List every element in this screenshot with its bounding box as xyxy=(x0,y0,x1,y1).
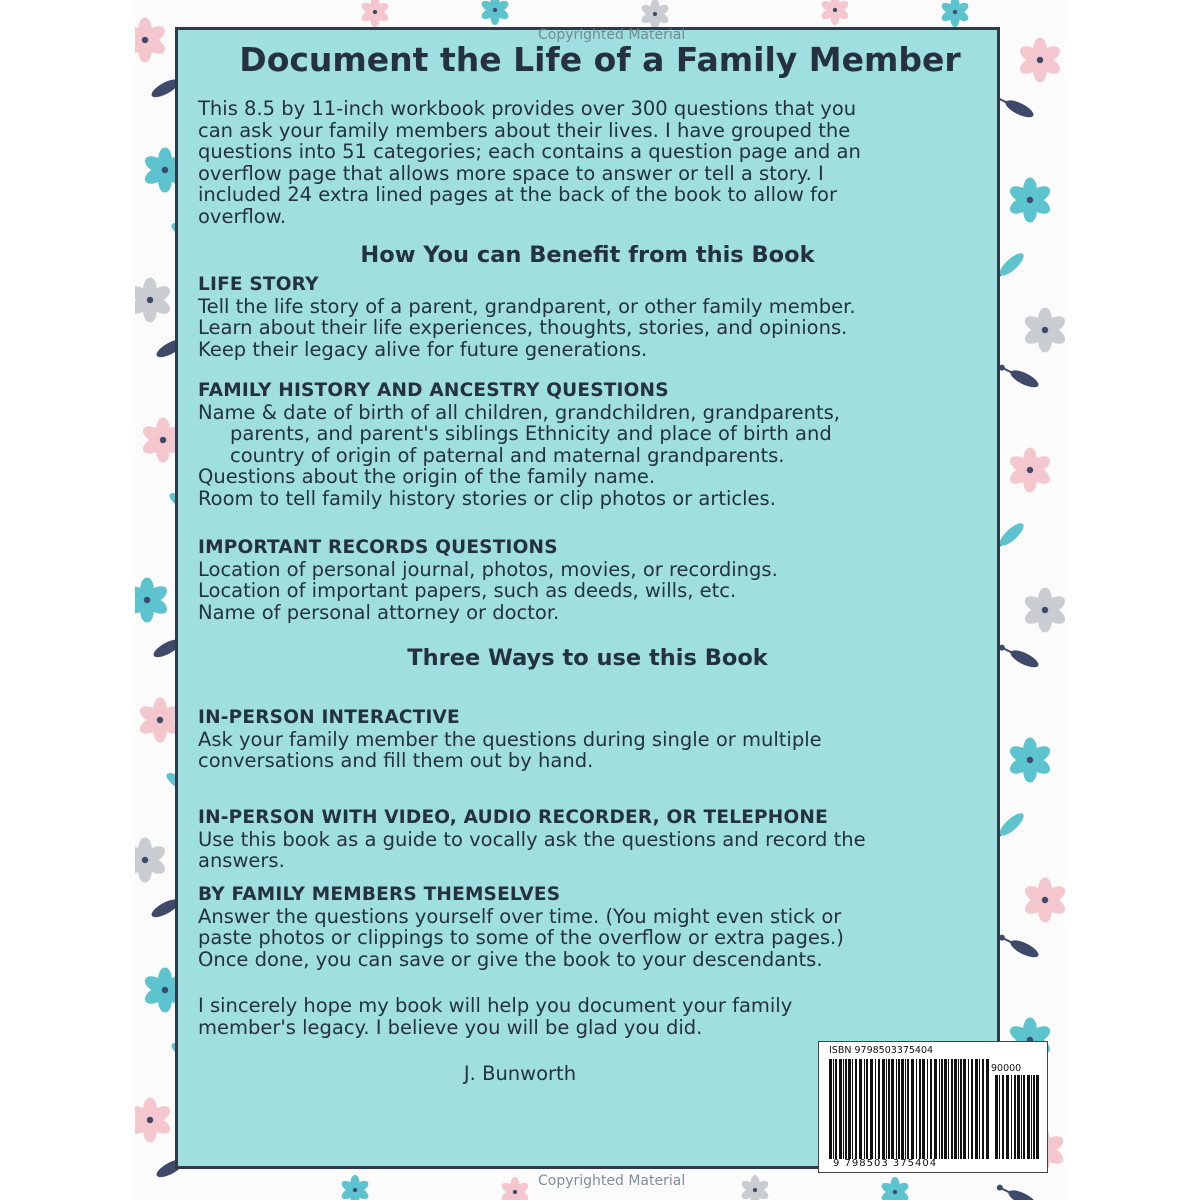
barcode-bar xyxy=(886,1059,887,1159)
barcode-bar xyxy=(986,1059,989,1159)
barcode-bar xyxy=(848,1059,851,1159)
barcode-bar xyxy=(864,1059,865,1159)
section-line: country of origin of paternal and maternal grandparents. xyxy=(230,443,785,467)
flower-icon xyxy=(135,838,168,883)
barcode-bar xyxy=(907,1059,909,1159)
barcode-bar xyxy=(833,1059,834,1159)
barcode-bar xyxy=(1006,1075,1009,1159)
in-person-section xyxy=(198,707,988,772)
barcode-bar xyxy=(882,1059,885,1159)
barcode-bar xyxy=(919,1059,921,1159)
watermark-bottom: Copyrighted Material xyxy=(538,1173,686,1189)
flower-icon xyxy=(1007,738,1053,783)
life-story-section xyxy=(198,274,988,360)
flower-icon xyxy=(340,1175,371,1200)
barcode-bar xyxy=(948,1059,949,1159)
barcode-bar xyxy=(968,1059,969,1159)
section-heading: IMPORTANT RECORDS QUESTIONS xyxy=(198,537,558,558)
section-line: answers. xyxy=(198,849,285,872)
barcode-number: 9 798503 375404 xyxy=(833,1158,938,1169)
section-line: Questions about the origin of the family name. xyxy=(198,465,656,488)
barcode-bar xyxy=(1002,1075,1004,1159)
barcode-bar xyxy=(930,1059,932,1159)
barcode-bar xyxy=(916,1059,917,1159)
barcode-bar xyxy=(888,1059,890,1159)
flower-icon xyxy=(135,278,173,323)
flower-icon xyxy=(880,1177,911,1200)
section-heading: LIFE STORY xyxy=(198,274,319,295)
barcode-bar xyxy=(971,1059,973,1159)
barcode-bar xyxy=(941,1059,943,1159)
barcode-bar xyxy=(951,1059,953,1159)
barcode-bar xyxy=(870,1059,873,1159)
barcode-bar xyxy=(1017,1075,1020,1159)
barcode-bar xyxy=(905,1059,906,1159)
themselves-section xyxy=(198,884,988,970)
flower-icon xyxy=(940,0,971,27)
barcode-bar xyxy=(878,1059,880,1159)
barcode-bar xyxy=(934,1059,937,1159)
barcode-bar xyxy=(958,1059,959,1159)
watermark-top: Copyrighted Material xyxy=(538,27,686,43)
flower-icon xyxy=(135,1098,173,1143)
barcode-bar xyxy=(1014,1075,1016,1159)
barcode-bar xyxy=(843,1059,844,1159)
section-heading: FAMILY HISTORY AND ANCESTRY QUESTIONS xyxy=(198,380,669,401)
section-heading: BY FAMILY MEMBERS THEMSELVES xyxy=(198,884,561,905)
intro-line: This 8.5 by 11-inch workbook provides over 300 questions that you xyxy=(198,97,857,120)
barcode-bar xyxy=(1021,1075,1022,1159)
barcode-bar xyxy=(1031,1075,1032,1159)
barcode-bar xyxy=(1033,1075,1035,1159)
isbn-barcode xyxy=(818,1041,1048,1173)
section-heading: IN-PERSON WITH VIDEO, AUDIO RECORDER, OR TELEPHONE xyxy=(198,807,828,828)
barcode-bar xyxy=(859,1059,862,1159)
leaf-icon xyxy=(999,645,1041,671)
flower-icon xyxy=(500,1177,531,1200)
barcode-addon-label: 90000 xyxy=(991,1063,1022,1074)
section-line: parents, and parent's siblings Ethnicity and place of birth and xyxy=(230,422,832,445)
intro-paragraph xyxy=(198,98,978,227)
flower-icon xyxy=(360,0,391,27)
records-section xyxy=(198,537,988,623)
isbn-label: ISBN 9798503375404 xyxy=(829,1045,934,1056)
section-line: Location of personal journal, photos, movies, or recordings. xyxy=(198,557,778,581)
flower-icon xyxy=(1022,588,1065,633)
video-section xyxy=(198,807,988,872)
barcode-bar xyxy=(911,1059,914,1159)
barcode-bar xyxy=(839,1059,842,1159)
flower-icon xyxy=(820,0,851,25)
barcode-bar xyxy=(954,1059,957,1159)
barcode-bar xyxy=(979,1059,980,1159)
closing-line: member's legacy. I believe you will be glad you did. xyxy=(198,1015,703,1039)
leaf-icon xyxy=(997,1185,1039,1200)
section-line: Use this book as a guide to vocally ask the questions and record the xyxy=(198,827,866,851)
section-line: Keep their legacy alive for future generations. xyxy=(198,337,648,361)
closing-line: I sincerely hope my book will help you document your family xyxy=(198,994,793,1017)
barcode-bar xyxy=(1027,1075,1030,1159)
section-line: conversations and fill them out by hand. xyxy=(198,749,594,772)
barcode-bars xyxy=(829,1059,989,1159)
barcode-bar xyxy=(963,1059,966,1159)
barcode-bar xyxy=(999,1075,1000,1159)
barcode-bar xyxy=(939,1059,940,1159)
flower-icon xyxy=(740,1175,771,1200)
benefit-heading: How You can Benefit from this Book xyxy=(360,242,815,268)
closing-paragraph xyxy=(198,995,988,1038)
barcode-bar xyxy=(875,1059,876,1159)
barcode-bar xyxy=(1023,1075,1025,1159)
section-line: Once done, you can save or give the book to your descendants. xyxy=(198,947,823,971)
barcode-bar xyxy=(927,1059,928,1159)
leaf-icon xyxy=(999,365,1041,391)
section-line: Answer the questions yourself over time. (You might even stick or xyxy=(198,904,842,928)
leaf-icon xyxy=(994,95,1036,121)
barcode-bar xyxy=(829,1059,832,1159)
ways-heading: Three Ways to use this Book xyxy=(407,645,768,671)
flower-icon xyxy=(135,578,170,623)
flower-icon xyxy=(1007,178,1053,223)
section-heading: IN-PERSON INTERACTIVE xyxy=(198,707,460,728)
page-title: Document the Life of a Family Member xyxy=(239,40,961,79)
barcode-bar xyxy=(835,1059,837,1159)
section-line: Learn about their life experiences, thoughts, stories, and opinions. xyxy=(198,316,848,339)
section-line: Name of personal attorney or doctor. xyxy=(198,600,560,624)
intro-line: overflow page that allows more space to answer or tell a story. I xyxy=(198,161,824,185)
flower-icon xyxy=(1007,448,1053,493)
barcode-bar xyxy=(901,1059,904,1159)
barcode-bar xyxy=(896,1059,897,1159)
section-line: Tell the life story of a parent, grandparent, or other family member. xyxy=(198,294,856,318)
barcode-bar xyxy=(960,1059,962,1159)
barcode-bar xyxy=(944,1059,947,1159)
leaf-icon xyxy=(999,935,1041,961)
barcode-bar xyxy=(1011,1075,1012,1159)
intro-line: questions into 51 categories; each contains a question page and an xyxy=(198,140,861,163)
barcode-bar xyxy=(845,1059,847,1159)
barcode-bar xyxy=(898,1059,900,1159)
barcode-bar xyxy=(982,1059,984,1159)
flower-icon xyxy=(1022,878,1065,923)
section-line: Room to tell family history stories or clip photos or articles. xyxy=(198,486,776,510)
barcode-bar xyxy=(995,1075,998,1159)
barcode-bar xyxy=(922,1059,925,1159)
section-line: paste photos or clippings to some of the overflow or extra pages.) xyxy=(198,926,844,949)
section-line: Name & date of birth of all children, grandchildren, grandparents, xyxy=(198,400,840,424)
barcode-bar xyxy=(855,1059,857,1159)
section-line: Ask your family member the questions during single or multiple xyxy=(198,727,822,751)
barcode-addon-bars xyxy=(995,1075,1039,1159)
barcode-bar xyxy=(852,1059,853,1159)
barcode-bar xyxy=(891,1059,894,1159)
barcode-bar xyxy=(866,1059,868,1159)
intro-line: included 24 extra lined pages at the back of the book to allow for xyxy=(198,183,837,206)
flower-icon xyxy=(1022,308,1065,353)
intro-line: overflow. xyxy=(198,204,287,228)
barcode-bar xyxy=(975,1059,978,1159)
family-history-section xyxy=(198,380,988,509)
intro-line: can ask your family members about their lives. I have grouped the xyxy=(198,118,851,142)
section-line: Location of important papers, such as deeds, wills, etc. xyxy=(198,579,737,602)
flower-icon xyxy=(640,0,671,29)
flower-icon xyxy=(480,0,511,25)
barcode-bar xyxy=(1036,1075,1039,1159)
author-signature: J. Bunworth xyxy=(463,1062,577,1085)
